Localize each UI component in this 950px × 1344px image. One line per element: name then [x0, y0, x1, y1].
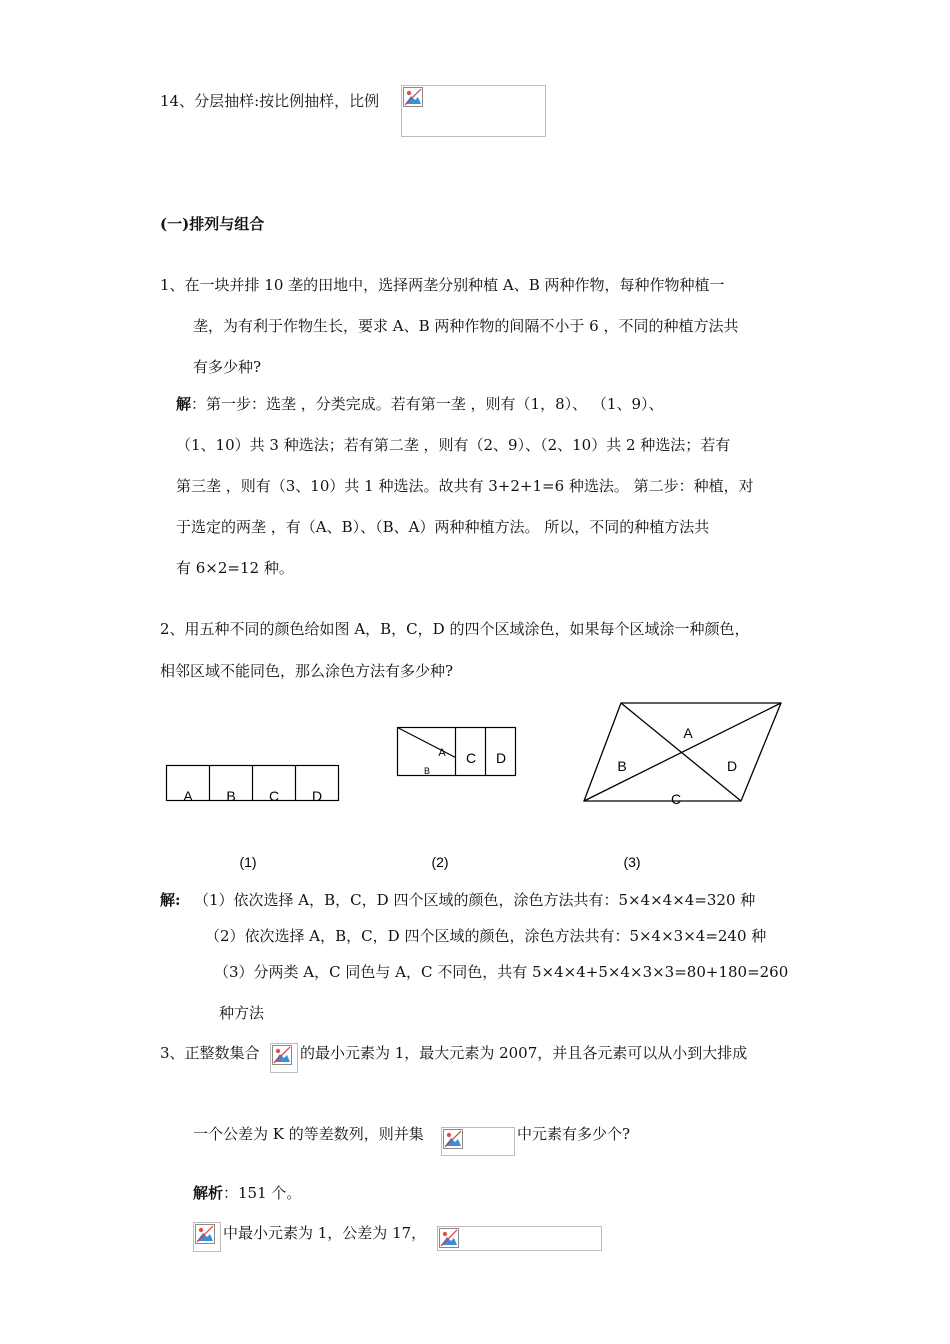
fig1-cell-d: D — [311, 788, 323, 804]
q1-line1: 1、在一块并排 10 垄的田地中，选择两垄分别种植 A、B 两种作物，每种作物种植一 — [160, 276, 725, 294]
ratio-formula-image — [401, 85, 546, 137]
q2-solution-line1: （1）依次选择 A，B，C，D 四个区域的颜色，涂色方法共有：5×4×4×4=320 种 — [194, 891, 756, 909]
q1-solution-text: ：第一步：选垄 ，分类完成。若有第一垄 ，则有（1，8）、 （1、9）、 — [191, 395, 664, 413]
fig2-label-a: A — [438, 747, 446, 759]
q1-solution-line2: （1、10）共 3 种选法；若有第二垄 ，则有（2、9）、（2、10）共 2 种选法；若有 — [176, 436, 731, 454]
q2-solution-line2: （2）依次选择 A，B，C，D 四个区域的颜色，涂色方法共有：5×4×3×4=240 种 — [205, 927, 767, 945]
q1-line3: 有多少种? — [193, 358, 262, 376]
q2-solution-line4: 种方法 — [219, 1004, 265, 1022]
section-14-text: 14、分层抽样:按比例抽样，比例 — [160, 92, 380, 110]
q3-line2-end: 中元素有多少个? — [517, 1125, 631, 1143]
q1-solution-line3: 第三垄 ，则有（3、10）共 1 种选法。故共有 3+2+1=6 种选法。 第二步：种植，对 — [176, 477, 754, 495]
union-formula-image — [441, 1127, 515, 1156]
broken-image-icon — [443, 1129, 463, 1149]
set-formula-image-3 — [437, 1226, 602, 1251]
q2-line1: 2、用五种不同的颜色给如图 A，B，C，D 的四个区域涂色，如果每个区域涂一种颜色， — [160, 620, 750, 638]
fig1-cell-b: B — [226, 788, 236, 804]
fig3-label-b: B — [617, 758, 627, 774]
fig2-label-c: C — [465, 750, 477, 766]
fig3-label-c: C — [670, 791, 682, 807]
q3-line1-start: 3、正整数集合 — [160, 1044, 260, 1062]
q3-solution-line2: 中最小元素为 1，公差为 17， — [223, 1224, 427, 1242]
q2-line2: 相邻区域不能同色，那么涂色方法有多少种? — [160, 662, 454, 680]
fig3-caption: (3) — [623, 854, 641, 870]
fig1-cell-c: C — [268, 788, 280, 804]
set-a-formula-image — [270, 1043, 298, 1073]
q3-line2-start: 一个公差为 K 的等差数列，则并集 — [193, 1125, 424, 1143]
q3-line1-end: 的最小元素为 1，最大元素为 2007，并且各元素可以从小到大排成 — [300, 1044, 748, 1062]
set-formula-image-2 — [193, 1222, 221, 1252]
q2-figures — [0, 690, 950, 880]
q1-line2: 垄，为有利于作物生长，要求 A、B 两种作物的间隔不小于 6 ，不同的种植方法共 — [193, 317, 739, 335]
broken-image-icon — [195, 1224, 215, 1244]
broken-image-icon — [272, 1045, 292, 1065]
q2-solution-label: 解: — [160, 891, 181, 909]
q3-solution-text: ：151 个。 — [223, 1184, 302, 1202]
fig1-cell-a: A — [183, 788, 193, 804]
q1-solution-line5: 有 6×2=12 种。 — [176, 559, 294, 577]
fig2-label-b: B — [423, 766, 431, 776]
broken-image-icon — [403, 87, 423, 107]
q1-solution-line4: 于选定的两垄 ，有（A、B）、（B、A）两种种植方法。 所以，不同的种植方法共 — [176, 518, 710, 536]
q2-solution-line3: （3）分两类 A，C 同色与 A，C 不同色，共有 5×4×4+5×4×3×3=80+180=260 — [214, 963, 789, 981]
figure-1 — [167, 766, 339, 805]
section-heading: (一)排列与组合 — [160, 215, 265, 233]
fig2-caption: (2) — [431, 854, 449, 870]
figure-3 — [584, 703, 781, 807]
q3-solution-label: 解析 — [193, 1184, 224, 1202]
broken-image-icon — [439, 1228, 459, 1248]
q1-solution-line1 — [176, 393, 664, 414]
figure-2 — [398, 728, 516, 777]
fig2-label-d: D — [495, 750, 507, 766]
fig3-label-a: A — [683, 725, 693, 741]
q1-solution-label: 解 — [176, 395, 192, 413]
q3-solution-line1 — [193, 1182, 301, 1203]
fig3-label-d: D — [726, 758, 738, 774]
fig1-caption: (1) — [239, 854, 257, 870]
